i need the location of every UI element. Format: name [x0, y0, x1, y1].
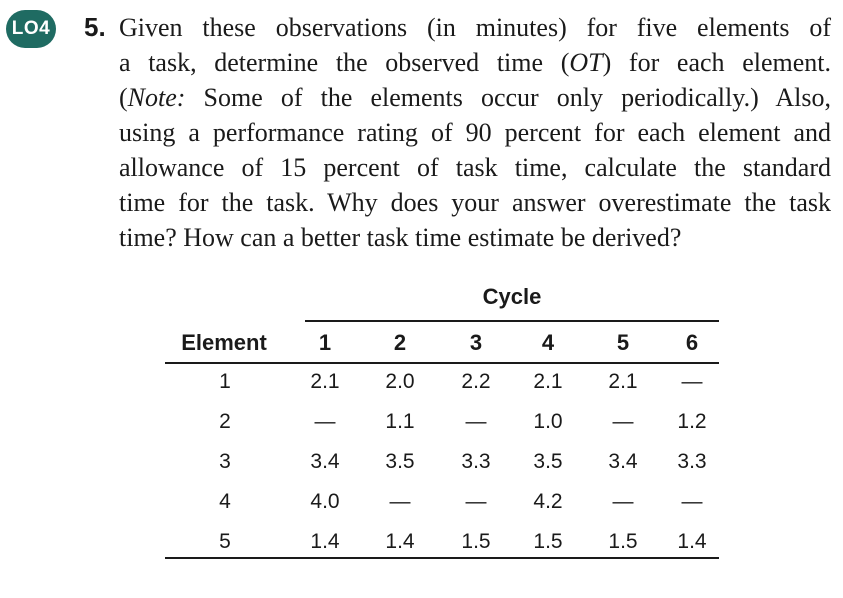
observation-cell: 1.5	[608, 530, 638, 553]
cycle-column-header: 3	[469, 330, 483, 355]
observation-cell: 1.5	[461, 530, 491, 553]
observation-cell: 1.0	[533, 410, 563, 433]
observation-cell: 3.5	[385, 450, 415, 473]
problem-line: allowance of 15 percent of task time, calculate the standard	[119, 153, 831, 182]
observation-cell: 3.3	[461, 450, 491, 473]
element-id-cell: 2	[219, 410, 231, 433]
observation-cell: 4.2	[533, 490, 563, 513]
cycle-column-header: 1	[318, 330, 332, 355]
observation-cell: 1.5	[533, 530, 563, 553]
element-id-cell: 1	[219, 370, 231, 393]
element-id-cell: 3	[219, 450, 231, 473]
observation-cell: —	[465, 490, 487, 513]
cycle-rule	[305, 320, 719, 322]
observation-cell: 4.0	[310, 490, 340, 513]
learning-objective-badge: LO4	[6, 10, 56, 48]
observation-cell: 3.4	[608, 450, 638, 473]
cycle-column-header: 2	[393, 330, 407, 355]
question-number: 5.	[84, 12, 106, 42]
element-id-cell: 5	[219, 530, 231, 553]
bottom-rule	[165, 557, 719, 559]
problem-line: using a performance rating of 90 percent for each element and	[119, 118, 831, 147]
element-id-cell: 4	[219, 490, 231, 513]
problem-line: Given these observations (in minutes) for five elements of	[119, 13, 831, 42]
problem-line: time? How can a better task time estimate be derived?	[119, 223, 682, 252]
observation-cell: —	[612, 490, 634, 513]
problem-text	[119, 10, 831, 255]
cycle-column-header: 6	[685, 330, 699, 355]
observation-cell: —	[612, 410, 634, 433]
observation-cell: 1.1	[385, 410, 415, 433]
cycle-column-header: 5	[616, 330, 630, 355]
observation-cell: 2.1	[533, 370, 563, 393]
observation-cell: 1.4	[310, 530, 340, 553]
observation-cell: —	[465, 410, 487, 433]
problem-line: (Note: Some of the elements occur only periodically.) Also,	[119, 83, 831, 112]
observation-cell: 2.1	[310, 370, 340, 393]
observation-cell: 3.3	[677, 450, 707, 473]
observation-cell: 1.2	[677, 410, 707, 433]
header-rule	[165, 362, 719, 364]
observation-cell: 1.4	[385, 530, 415, 553]
cycle-header: Cycle	[482, 284, 542, 309]
observation-cell: 2.0	[385, 370, 415, 393]
observation-cell: 2.2	[461, 370, 491, 393]
element-column-header: Element	[181, 330, 267, 355]
observation-cell: 3.5	[533, 450, 563, 473]
observation-cell: 1.4	[677, 530, 707, 553]
observation-cell: —	[681, 490, 703, 513]
observation-cell: 2.1	[608, 370, 638, 393]
observation-cell: —	[389, 490, 411, 513]
observation-cell: —	[314, 410, 336, 433]
observation-cell: —	[681, 370, 703, 393]
problem-line: time for the task. Why does your answer overestimate the task	[119, 188, 831, 217]
problem-line: a task, determine the observed time (OT) for each element.	[119, 48, 831, 77]
cycle-column-header: 4	[541, 330, 555, 355]
observation-cell: 3.4	[310, 450, 340, 473]
